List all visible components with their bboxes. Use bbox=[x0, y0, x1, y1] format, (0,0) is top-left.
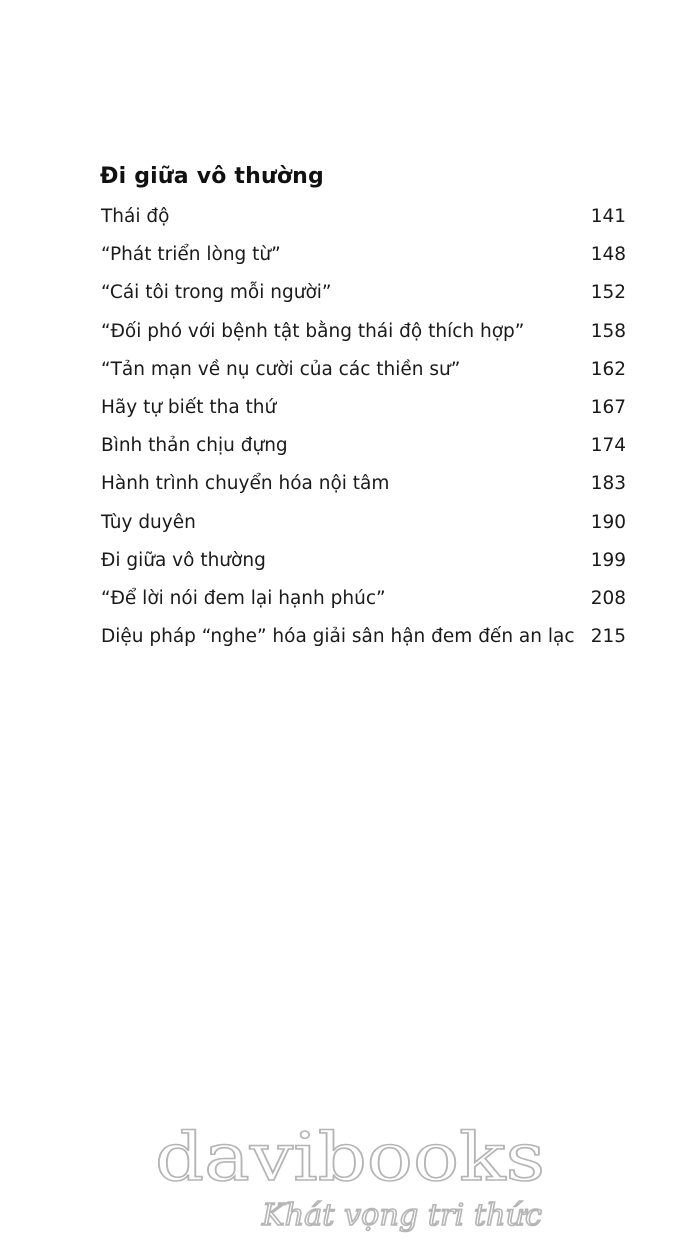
toc-entry-page: 167 bbox=[590, 396, 626, 418]
toc-entry bbox=[101, 508, 626, 546]
toc-entry bbox=[101, 202, 626, 240]
toc-entry-page: 208 bbox=[590, 587, 626, 609]
toc-entry-title: Thái độ bbox=[101, 206, 170, 227]
toc-entry-title: “Để lời nói đem lại hạnh phúc” bbox=[101, 587, 386, 609]
toc-entry bbox=[101, 431, 626, 469]
toc-entry bbox=[101, 584, 626, 622]
toc-entry-page: 215 bbox=[590, 626, 626, 648]
toc-entry bbox=[101, 622, 626, 660]
toc-entry-page: 162 bbox=[590, 358, 626, 380]
toc-entry bbox=[101, 546, 626, 584]
toc-entry bbox=[101, 355, 626, 393]
toc-entry-page: 174 bbox=[590, 435, 626, 457]
toc-entry bbox=[101, 393, 626, 431]
toc-entry-title: Hãy tự biết tha thứ bbox=[101, 396, 277, 418]
toc-entry-title: Bình thản chịu đựng bbox=[101, 435, 288, 457]
toc-entry-page: 183 bbox=[590, 473, 626, 495]
toc-entry bbox=[101, 469, 626, 507]
toc-entry-title: Tùy duyên bbox=[101, 511, 196, 533]
section-title: Đi giữa vô thường bbox=[100, 164, 324, 189]
toc-entry bbox=[101, 278, 626, 316]
toc-entry-page: 152 bbox=[590, 282, 626, 304]
toc-entry-title: “Cái tôi trong mỗi người” bbox=[101, 282, 332, 304]
toc-entry-page: 158 bbox=[590, 320, 626, 342]
table-of-contents bbox=[101, 202, 626, 660]
toc-entry-title: “Phát triển lòng từ” bbox=[101, 244, 281, 266]
toc-entry-page: 199 bbox=[590, 549, 626, 571]
toc-entry-title: Diệu pháp “nghe” hóa giải sân hận đem đến an lạc bbox=[101, 626, 575, 648]
toc-entry-page: 190 bbox=[590, 511, 626, 533]
toc-entry-title: “Tản mạn về nụ cười của các thiền sư” bbox=[101, 358, 461, 380]
watermark-tagline: Khát vọng tri thức bbox=[260, 1198, 543, 1233]
publisher-watermark bbox=[150, 1120, 550, 1240]
toc-entry-page: 148 bbox=[590, 244, 626, 266]
watermark-brand: davibooks bbox=[155, 1120, 545, 1196]
toc-entry-title: Hành trình chuyển hóa nội tâm bbox=[101, 473, 390, 495]
toc-entry bbox=[101, 240, 626, 278]
toc-entry-title: Đi giữa vô thường bbox=[101, 549, 266, 571]
toc-entry-page: 141 bbox=[590, 206, 626, 227]
toc-entry bbox=[101, 317, 626, 355]
toc-entry-title: “Đối phó với bệnh tật bằng thái độ thích hợp” bbox=[101, 320, 525, 342]
